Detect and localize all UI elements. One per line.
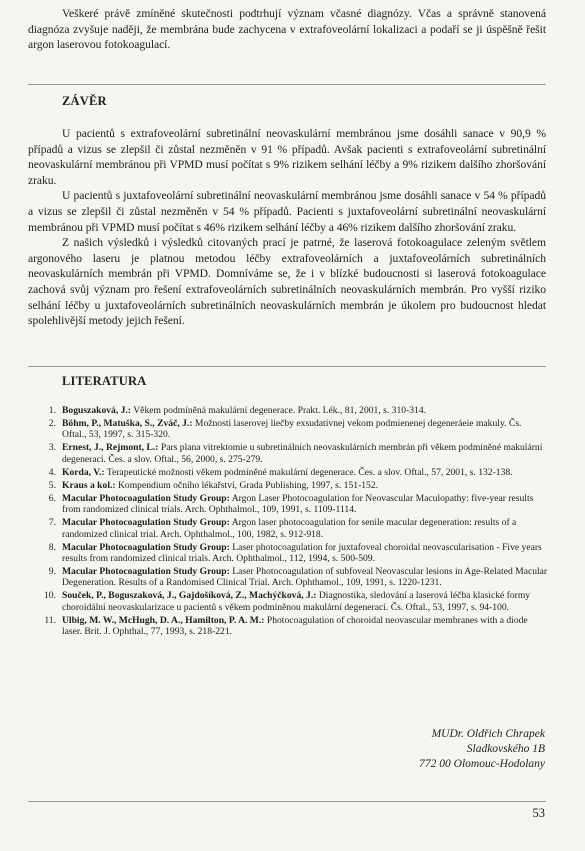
reference-number: 6.: [48, 492, 56, 504]
intro-paragraph-block: [28, 6, 546, 53]
reference-authors: Macular Photocoagulation Study Group:: [62, 492, 230, 504]
reference-item: [28, 493, 548, 516]
reference-text: Věkem podmíněná makulární degenerace. Prakt. Lék., 81, 2001, s. 310-314.: [131, 405, 427, 416]
reference-number: 8.: [48, 541, 56, 553]
reference-item: [28, 517, 548, 540]
reference-number: 1.: [48, 405, 56, 416]
conclusion-body: [28, 126, 546, 329]
reference-authors: Böhm, P., Matuška, S., Zváč, J.:: [62, 418, 193, 429]
reference-number: 5.: [48, 479, 56, 491]
reference-authors: Boguszaková, J.:: [62, 405, 132, 416]
reference-authors: Souček, P., Boguszaková, J., Gajdošíková, Z., Machýčková, J.:: [62, 590, 317, 602]
reference-number: 10.: [44, 590, 56, 602]
reference-item: [28, 405, 548, 416]
reference-number: 11.: [44, 614, 56, 626]
footer-divider: [28, 801, 546, 802]
reference-item: [28, 480, 548, 491]
reference-text: Argon laser photocoagulation for senile macular degeneration: results of a randomized clinical trial. Arch. Ophthalmol., 100, 1982, s. 912-918.: [62, 517, 517, 540]
reference-text: Diagnostika, sledování a laserová léčba klasické formy choroidální neovaskularizace u pacientů s věkem podmíněnou makulární degenerací. Čs. Oftal., 53, 1997, s. 94-100.: [62, 590, 531, 613]
reference-item: [28, 542, 548, 565]
reference-item: [28, 467, 548, 478]
reference-text: Kompendium očního lékařství, Grada Publishing, 1997, s. 151-152.: [115, 479, 379, 491]
reference-number: 2.: [48, 418, 56, 429]
reference-text: Photocoagulation of choroidal neovascular membranes with a diode laser. Brit. J. Ophthal., 77, 1993, s. 218-221.: [62, 614, 528, 638]
reference-item: [28, 566, 548, 589]
reference-item: [28, 590, 548, 613]
reference-authors: Ulbig, M. W., McHugh, D. A., Hamilton, P. A. M.:: [62, 614, 265, 626]
reference-text: Laser photocoagulation for juxtafoveal choroidal neovascularisation - Five years results from randomized clinical trials. Arch. Ophthalmol., 112, 1994, s. 500-509.: [62, 541, 542, 565]
reference-item: [28, 615, 548, 638]
reference-text: Možnosti laserovej liečby exsudatívnej vekom podmienenej degeneráeie makuly. Čs. Oftal., 53, 1997, s. 315-320.: [62, 418, 522, 441]
reference-number: 9.: [48, 566, 56, 578]
author-address: [419, 727, 545, 772]
page-number: 53: [532, 806, 545, 820]
reference-authors: Macular Photocoagulation Study Group:: [62, 517, 230, 529]
reference-authors: Macular Photocoagulation Study Group:: [62, 541, 230, 553]
reference-text: Argon Laser Photocoagulation for Neovascular Maculopathy: five-year results from randomized clinical trials. Arch. Ophthalmol., 109, 1991, s. 1109-1114.: [62, 492, 534, 516]
reference-number: 3.: [48, 442, 56, 454]
reference-authors: Korda, V.:: [62, 466, 105, 478]
address-city: 772 00 Olomouc-Hodolany: [419, 758, 545, 770]
reference-text: Pars plana vitrektomie u subretinálních neovaskulárních membrán při věkem podmíněné makulární degeneraci. Čes. a slov. Oftal., 56, 2000, s. 275-279.: [62, 442, 543, 465]
reference-authors: Kraus a kol.:: [62, 479, 116, 491]
conclusion-paragraph: U pacientů s juxtafoveolární subretinální neovaskulární membránou jsme dosáhli sanace v 54 % případů a vizus se zlepšil či zůstal nezměněn v 54 % případů. Pacienti s juxtafoveolární subretinální neovaskulární membránou při VPMD musí počítat s 46% rizikem selhání léčby a 46% rizikem dalšího zhoršování zraku.: [28, 189, 546, 234]
conclusion-heading: ZÁVĚR: [62, 94, 107, 108]
reference-authors: Ernest, J., Rejmont, L.:: [62, 442, 159, 454]
reference-text: Laser Photocoagulation of subfoveal Neovascular lesions in Age-Related Macular Degeneration. Results of a Randomised Clinical Trial. Arch. Ophthamol., 109, 1991, s. 1220-1231.: [62, 566, 548, 589]
reference-text: Terapeutické možnosti věkem podmíněné makulární degenerace. Čes. a slov. Oftal., 57, 2001, s. 132-138.: [104, 466, 513, 478]
literature-heading: LITERATURA: [62, 374, 147, 388]
intro-paragraph: Veškeré právě zmíněné skutečnosti podtrhují význam včasné diagnózy. Včas a správně stanovená diagnóza zvyšuje naději, že membrána bude zachycena v extrafoveolární lokalizaci a podaří se ji úspěšně řešit argon laserovou fotokoagulací.: [28, 7, 546, 52]
section-divider: [28, 84, 546, 85]
conclusion-paragraph: Z našich výsledků i výsledků citovaných prací je patrné, že laserová fotokoagulace zeleným světlem argonového laseru je platnou metodou léčby extrafoveolárních a juxtafoveolárních subretinálních neovaskulárních membrán při VPMD. Domníváme se, že i v blízké budoucnosti si laserová fotokoagulace zachová svůj význam pro řešení extrafoveolárních subretinálních neovaskulárních membrán. Pro vyšší riziko selhání léčby u juxtafoveolárních subretinálních neovaskulárních membrán je úkolem pro budoucnost hledat spolehlivější metody jejich řešení.: [28, 236, 546, 328]
reference-authors: Macular Photocoagulation Study Group:: [62, 566, 230, 578]
author-name: MUDr. Oldřich Chrapek: [431, 728, 545, 740]
conclusion-paragraph: U pacientů s extrafoveolární subretinální neovaskulární membránou jsme dosáhli sanace v 90,9 % případů a vizus se zlepšil či zůstal nezměněn v 91 % případů. Avšak pacienti s extrafoveolární subretinální neovaskulární membránou při VPMD musí počítat s 9% rizikem selhání léčby a 9% rizikem dalšího zhoršování zraku.: [28, 127, 546, 187]
reference-list: [28, 405, 548, 639]
reference-item: [28, 442, 548, 465]
reference-number: 4.: [48, 466, 56, 478]
reference-item: [28, 418, 548, 441]
reference-number: 7.: [48, 517, 56, 529]
section-divider: [28, 366, 546, 367]
address-street: Sladkovského 1B: [466, 743, 545, 755]
